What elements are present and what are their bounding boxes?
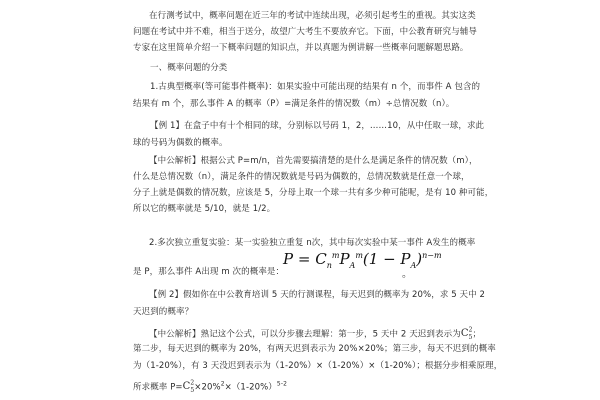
combination-c-5-2: $C^2_5$: [460, 327, 473, 342]
binomial-formula: $P = C_n^mP_A^m(1 - P_A)^{n-m}$: [283, 250, 442, 270]
intro-line-1: 在行测考试中，概率问题在近三年的考试中连续出现，必须引起考生的重视。其实这类: [149, 11, 476, 21]
answer-square: 2: [220, 380, 225, 388]
classical-line-2: 结果有 m 个，那么事件 A 的概率（P）=满足条件的情况数（m）÷总情况数（n）。: [133, 99, 455, 109]
answer-exponent: 5-2: [276, 380, 288, 388]
intro-line-3: 专家在这里简单介绍一下概率问题的知识点，并以真题为例讲解一些概率问题解题思路。: [133, 43, 469, 53]
analysis2-line-1: [149, 325, 481, 343]
answer-factor-2: ×（1-20%）: [224, 382, 277, 393]
analysis1-line-3: 分子上就是偶数的情况数，应该是 5，分母上取一个球一共有多少种可能呢，是有 10 种可能，: [133, 188, 494, 198]
classical-line-1: 1.古典型概率(等可能事件概率)：如果实验中可能出现的结果有 n 个，而事件 A 包含的: [150, 82, 481, 92]
combination-c-5-2-answer: $C^2_5$: [182, 380, 195, 395]
analysis2-line-3: 为（1-20%），有 3 天没迟到表示为（1-20%）×（1-20%）×（1-20%）；根据分步相乘原理，: [133, 361, 503, 371]
analysis2-line-1-text: 【中公解析】熟记这个公式，可以分步骤去理解：第一步，5 天中 2 天迟到表示为: [149, 329, 461, 340]
analysis2-line-1-end: ；: [472, 329, 482, 340]
analysis2-line-2: 第二步，每天迟到的概率为 20%，有两天迟到表示为 20%×20%；第三步，每天不迟到的概率: [133, 344, 496, 354]
analysis1-line-2: 什么是总情况数（n），满足条件的情况数就是号码为偶数的，总情况数就是任意一个球，: [133, 172, 470, 182]
bernoulli-line-2: 是 P，那么事件 A出现 m 次的概率是：: [133, 267, 285, 277]
bernoulli-line-1: 2.多次独立重复实验：某一实验独立重复 n次，其中每次实验中某一事件 A发生的概率: [149, 238, 476, 248]
example1-line-2: 球的号码为偶数的概率。: [133, 138, 228, 148]
example1-line-1: 【例 1】在盒子中有十个相同的球，分别标以号码 1，2，……10，从中任取一球，求此: [150, 121, 485, 131]
analysis2-line-4: [133, 378, 287, 396]
formula-period: 。: [402, 269, 412, 280]
example2-line-1: 【例 2】假如你在中公教育培训 5 天的行测课程，每天迟到的概率为 20%，求 5 天中 2: [149, 290, 486, 300]
analysis1-line-1: 【中公解析】根据公式 P=m/n，首先需要搞清楚的是什么是满足条件的情况数（m），: [149, 156, 478, 166]
section-title: 一、概率问题的分类: [150, 63, 228, 73]
analysis1-line-4: 所以它的概率就是 5/10，就是 1/2。: [133, 204, 276, 214]
intro-line-2: 问题在考试中并不难，相当于送分，故望广大考生不要放弃它。下面，中公教育研究与辅导: [133, 27, 478, 37]
answer-prefix: 所求概率 P=: [133, 382, 183, 393]
example2-line-2: 天迟到的概率？: [133, 307, 194, 317]
answer-factor-1: ×20%: [194, 382, 221, 393]
